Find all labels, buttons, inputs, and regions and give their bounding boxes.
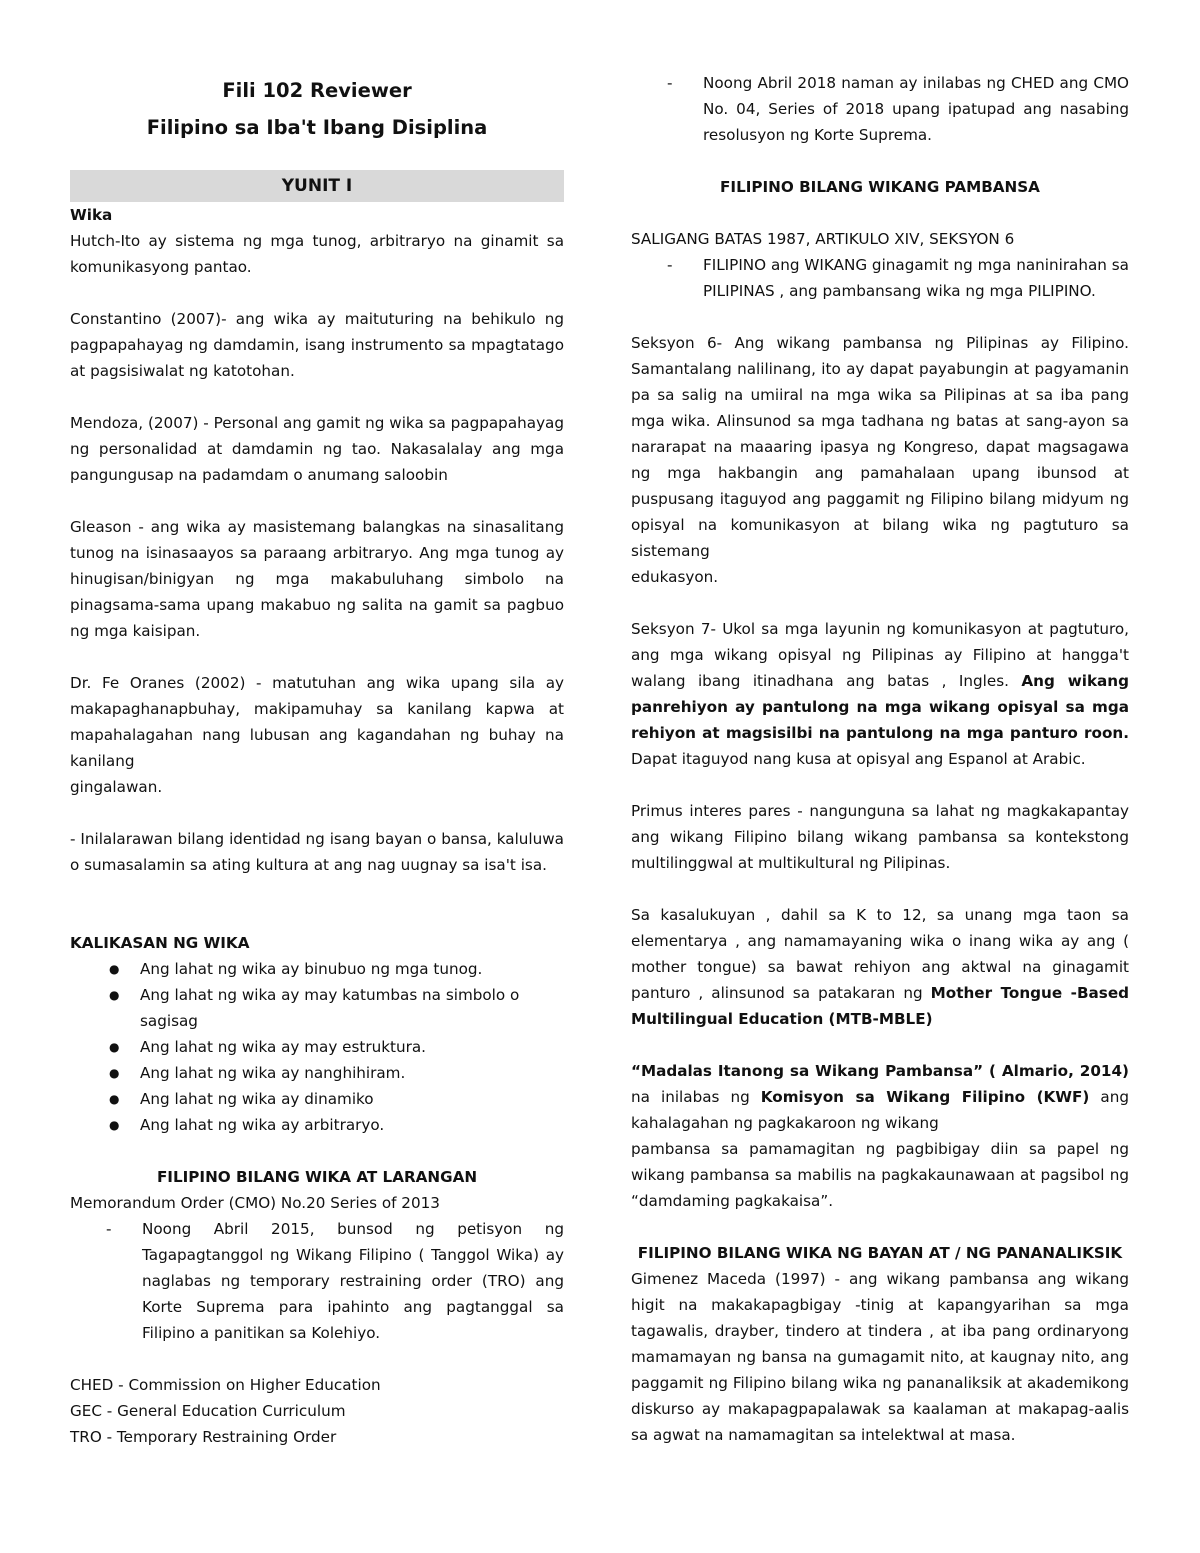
paragraph-seksyon-6-end: edukasyon. — [631, 568, 719, 586]
paragraph-cmo: Memorandum Order (CMO) No.20 Series of 2013 — [70, 1194, 440, 1212]
paragraph-madalas-cont: pambansa sa pamamagitan ng pagbibigay diin sa papel ng wikang pambansa sa mabilis na pagkakaunawaan at pagsibol ng “damdaming pagkakaisa”. — [631, 1140, 1129, 1210]
madalas-kwf: Komisyon sa Wikang Filipino (KWF) — [760, 1088, 1090, 1106]
section-heading-kalikasan: KALIKASAN NG WIKA — [70, 934, 250, 952]
paragraph-inilalarawan: - Inilalarawan bilang identidad ng isang bayan o bansa, kaluluwa o sumasalamin sa ating kultura at ang nag uugnay sa isa't isa. — [70, 830, 564, 874]
section-heading-pambansa: FILIPINO BILANG WIKANG PAMBANSA — [720, 178, 1040, 196]
seksyon-7-emphasis: Ang wikang panrehiyon ay pantulong na mga wikang opisyal sa mga rehiyon at magsisilbi na pantulong na mga panturo roon. — [631, 672, 1129, 742]
paragraph-seksyon-7 — [631, 616, 1129, 772]
list-item: ● Ang lahat ng wika ay binubuo ng mga tunog. — [70, 956, 564, 982]
list-item: ● Ang lahat ng wika ay dinamiko — [70, 1086, 564, 1112]
section-heading-wika: Wika — [70, 206, 113, 224]
document-subtitle: Filipino sa Iba't Ibang Disiplina — [146, 116, 488, 139]
abbreviation-gec: GEC - General Education Curriculum — [70, 1402, 346, 1420]
list-item: - FILIPINO ang WIKANG ginagamit ng mga naninirahan sa PILIPINAS , ang pambansang wika ng mga PILIPINO. — [631, 252, 1129, 304]
paragraph-kasalukuyan — [631, 902, 1129, 1032]
madalas-title: “Madalas Itanong sa Wikang Pambansa” ( Almario, 2014) — [631, 1062, 1129, 1080]
seksyon-7-text: Seksyon 7- Ukol sa mga layunin ng komunikasyon at pagtuturo, ang mga wikang opisyal ng Pilipinas ay Filipino at hangga't walang ibang itinadhana ang batas , Ingles. — [631, 620, 1129, 690]
left-column — [70, 70, 564, 1450]
list-item: ● Ang lahat ng wika ay may estruktura. — [70, 1034, 564, 1060]
paragraph-hutch: Hutch-Ito ay sistema ng mga tunog, arbitraryo na ginamit sa komunikasyong pantao. — [70, 232, 564, 276]
abbreviation-ched: CHED - Commission on Higher Education — [70, 1376, 381, 1394]
paragraph-madalas — [631, 1058, 1129, 1136]
saligang-list — [631, 252, 1129, 304]
paragraph-gleason: Gleason - ang wika ay masistemang balangkas na sinasalitang tunog na isinasaayos sa paraang arbitraryo. Ang mga tunog ay hinugisan/binigyan ng mga makabuluhang simbolo na pinagsama-sama upang makabuo ng salita na gamit sa pagbuo ng mga kaisipan. — [70, 518, 564, 640]
paragraph-oranes: Dr. Fe Oranes (2002) - matutuhan ang wika upang sila ay makapaghanapbuhay, makipamuhay sa kanilang kapwa at mapahalagahan nang lubusan ang kagandahan ng buhay na kanilang — [70, 674, 564, 770]
ched-list — [631, 70, 1129, 148]
paragraph-primus: Primus interes pares - nangunguna sa lahat ng magkakapantay ang wikang Filipino bilang wikang pambansa sa kontekstong multilinggwal at multikultural ng Pilipinas. — [631, 802, 1129, 872]
section-heading-larangan: FILIPINO BILANG WIKA AT LARANGAN — [156, 1168, 478, 1186]
madalas-text: na inilabas ng — [631, 1088, 761, 1106]
seksyon-7-tail: Dapat itaguyod nang kusa at opisyal ang Espanol at Arabic. — [631, 750, 1086, 768]
list-item: ● Ang lahat ng wika ay arbitraryo. — [70, 1112, 564, 1138]
paragraph-saligang-batas: SALIGANG BATAS 1987, ARTIKULO XIV, SEKSYON 6 — [631, 230, 1015, 248]
kasalukuyan-emphasis: Mother Tongue -Based Multilingual Education (MTB-MBLE) — [631, 984, 1129, 1028]
right-column — [631, 70, 1129, 1448]
document-title: Fili 102 Reviewer — [222, 79, 412, 102]
paragraph-oranes-end: gingalawan. — [70, 778, 163, 796]
cmo-list — [70, 1216, 564, 1346]
paragraph-gimenez: Gimenez Maceda (1997) - ang wikang pambansa ang wikang higit na makakapagbigay -tinig at kapangyarihan sa mga tagawalis, drayber, tindero at tindera , at iba pang ordinaryong mamamayan ng bansa na gumagamit nito, at kaugnay nito, ang paggamit ng Filipino bilang wika ng pananaliksik at akademikong diskurso ay makapagpapalawak sa kaalaman at makapag-aalis sa agwat na namamagitan sa intelektwal at masa. — [631, 1270, 1129, 1444]
paragraph-constantino: Constantino (2007)- ang wika ay maituturing na behikulo ng pagpapahayag ng damdamin, isang instrumento sa mpagtatago at pagsisiwalat ng katotohan. — [70, 310, 564, 380]
kasalukuyan-text: Sa kasalukuyan , dahil sa K to 12, sa unang mga taon sa elementarya , ang namamayaning wika o inang wika ay ang ( mother tongue) sa bawat rehiyon ang aktwal na ginagamit panturo , alinsunod sa patakaran ng — [631, 906, 1129, 1002]
list-item: - Noong Abril 2015, bunsod ng petisyon ng Tagapagtanggol ng Wikang Filipino ( Tanggol Wika) ay naglabas ng temporary restraining order (TRO) ang Korte Suprema para ipahinto ang pagtanggal sa Filipino a panitikan sa Kolehiyo. — [70, 1216, 564, 1346]
paragraph-mendoza: Mendoza, (2007) - Personal ang gamit ng wika sa pagpapahayag ng personalidad at damdamin ng tao. Nakasalalay ang mga pangungusap na padamdam o anumang saloobin — [70, 414, 564, 484]
madalas-text-end: ang kahalagahan ng pagkakaroon ng wikang — [631, 1088, 1129, 1132]
abbreviation-tro: TRO - Temporary Restraining Order — [70, 1428, 337, 1446]
unit-banner: YUNIT I — [70, 170, 564, 202]
list-item: ● Ang lahat ng wika ay nanghihiram. — [70, 1060, 564, 1086]
list-item: ● Ang lahat ng wika ay may katumbas na simbolo o sagisag — [70, 982, 564, 1034]
kalikasan-list — [70, 956, 564, 1138]
list-item: - Noong Abril 2018 naman ay inilabas ng CHED ang CMO No. 04, Series of 2018 upang ipatupad ang nasabing resolusyon ng Korte Suprema. — [631, 70, 1129, 148]
section-heading-pananaliksik: FILIPINO BILANG WIKA NG BAYAN AT / NG PANANALIKSIK — [637, 1244, 1123, 1262]
paragraph-seksyon-6: Seksyon 6- Ang wikang pambansa ng Pilipinas ay Filipino. Samantalang nalilinang, ito ay dapat payabungin at pagyamanin pa sa salig na umiiral na mga wika sa Pilipinas at sa iba pang mga wika. Alinsunod sa mga tadhana ng batas at sang-ayon sa nararapat na maaaring ipasya ng Kongreso, dapat magsagawa ng mga hakbangin ang pamahalaan upang ibunsod at puspusang itaguyod ang paggamit ng Filipino bilang midyum ng opisyal na komunikasyon at bilang wika ng pagtuturo sa sistemang — [631, 334, 1129, 560]
